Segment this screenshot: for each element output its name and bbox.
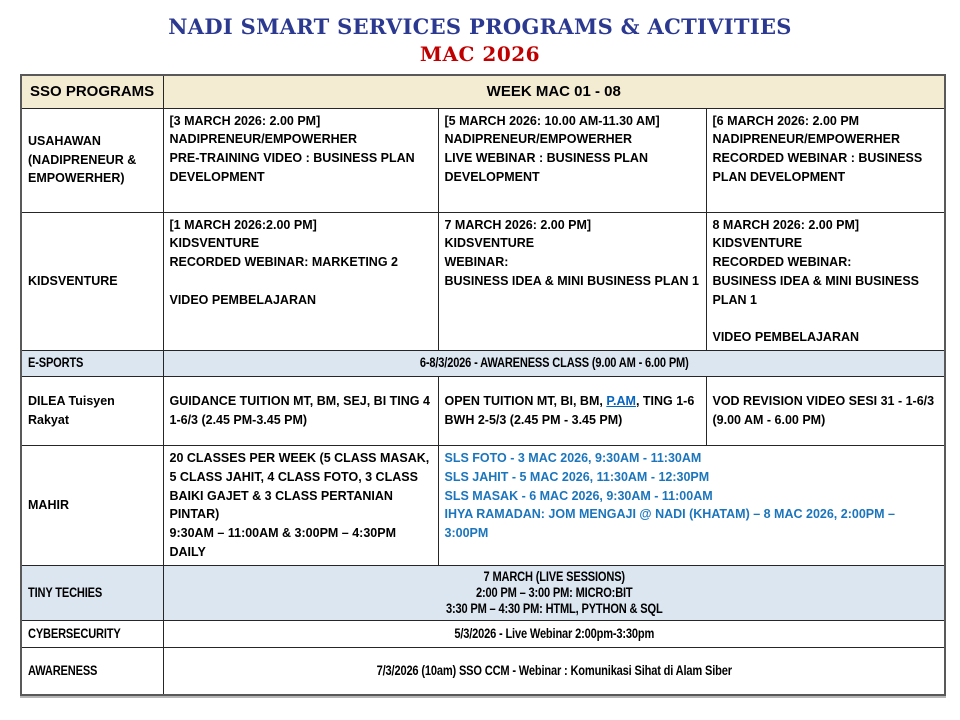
event-line: 7 MARCH 2026: 2.00 PM] (444, 217, 592, 232)
event-line: VIDEO PEMBELAJARAN (169, 292, 317, 307)
kidsventure-day3-cell (706, 212, 945, 351)
event-line: LIVE WEBINAR : BUSINESS PLAN DEVELOPMENT (444, 151, 648, 184)
row-dilea (21, 377, 945, 446)
event-line: NADIPRENEUR/EMPOWERHER (444, 132, 633, 147)
mahir-schedule-cell (163, 446, 438, 566)
programs-schedule-table (20, 74, 946, 696)
kidsventure-day1-cell (163, 212, 438, 351)
open-tuition-text: OPEN TUITION MT, BI, BM, (444, 394, 607, 409)
dilea-label: DILEA Tuisyen Rakyat (21, 377, 163, 446)
pam-link[interactable]: P.AM (606, 394, 636, 409)
tiny-techies-detail-cell (163, 565, 945, 621)
event-line: 2:00 PM – 3:00 PM: MICRO:BIT (475, 584, 633, 600)
usahawan-day1-cell (163, 108, 438, 212)
event-line: [1 MARCH 2026:2.00 PM] (169, 217, 317, 232)
page-subtitle-month: MAC 2026 (419, 42, 541, 66)
kidsventure-label: KIDSVENTURE (21, 212, 163, 351)
event-line: NADIPRENEUR/EMPOWERHER (712, 132, 901, 147)
tiny-techies-label (21, 565, 163, 621)
event-lines (239, 569, 869, 618)
sls-event-line: SLS FOTO - 3 MAC 2026, 9:30AM - 11:30AM (444, 451, 702, 465)
row-usahawan (21, 108, 945, 212)
event-line: WEBINAR: (444, 255, 509, 269)
cybersecurity-label (21, 621, 163, 648)
event-line: VOD REVISION VIDEO SESI 31 - 1-6/3 (9.00 AM - 6.00 PM) (712, 394, 935, 427)
event-line: 20 CLASSES PER WEEK (5 CLASS MASAK, 5 CLASS JAHIT, 4 CLASS FOTO, 3 CLASS BAIKI GAJET & 3 CLASS PERTANIAN PINTAR) (169, 451, 430, 522)
event-line: KIDSVENTURE (169, 236, 260, 251)
sls-event-line: SLS MASAK - 6 MAC 2026, 9:30AM - 11:00AM (444, 488, 713, 503)
row-kidsventure (21, 212, 945, 351)
event-line: 5/3/2026 - Live Webinar 2:00pm-3:30pm (453, 625, 654, 641)
dilea-day2-cell (438, 377, 706, 446)
mahir-label: MAHIR (21, 446, 163, 566)
row-label-text: AWARENESS (28, 662, 98, 678)
event-line: 7 MARCH (LIVE SESSIONS) (483, 568, 625, 584)
usahawan-day2-cell (438, 108, 706, 212)
header-sso-programs: SSO PROGRAMS (21, 75, 163, 108)
event-line: BUSINESS IDEA & MINI BUSINESS PLAN 1 (712, 273, 920, 307)
event-line: GUIDANCE TUITION MT, BM, SEJ, BI TING 4 1-6/3 (2.45 PM-3.45 PM) (169, 394, 430, 427)
header-week: WEEK MAC 01 - 08 (163, 75, 945, 108)
event-line: [6 MARCH 2026: 2.00 PM (712, 113, 860, 128)
sls-event-line: SLS JAHIT - 5 MAC 2026, 11:30AM - 12:30PM (444, 469, 710, 484)
row-label-text: E-SPORTS (28, 355, 84, 371)
page-header (0, 14, 960, 66)
event-line: 7/3/2026 (10am) SSO CCM - Webinar : Komunikasi Sihat di Alam Siber (376, 662, 732, 678)
event-line: 6-8/3/2026 - AWARENESS CLASS (9.00 AM - 6.00 PM) (419, 355, 689, 371)
page-title: NADI SMART SERVICES PROGRAMS & ACTIVITIES (168, 14, 792, 39)
event-line: 8 MARCH 2026: 2.00 PM] (712, 217, 860, 232)
dilea-day1-cell (163, 377, 438, 446)
usahawan-day3-cell (706, 108, 945, 212)
event-line: [3 MARCH 2026: 2.00 PM] (169, 113, 321, 128)
event-line: BUSINESS IDEA & MINI BUSINESS PLAN 1 (444, 273, 699, 288)
dilea-day3-cell (706, 377, 945, 446)
event-line: RECORDED WEBINAR : BUSINESS PLAN DEVELOPMENT (712, 151, 923, 184)
awareness-label (21, 648, 163, 695)
event-line (445, 392, 700, 430)
event-line: NADIPRENEUR/EMPOWERHER (169, 132, 358, 147)
row-label-text: TINY TECHIES (28, 584, 103, 600)
awareness-detail-cell (163, 648, 945, 695)
event-line: VIDEO PEMBELAJARAN (712, 330, 860, 345)
usahawan-label: USAHAWAN (NADIPRENEUR & EMPOWERHER) (21, 108, 163, 212)
esports-label (21, 351, 163, 377)
row-esports (21, 351, 945, 377)
table-header-row (21, 75, 945, 108)
esports-detail-cell (163, 351, 945, 377)
row-awareness (21, 648, 945, 695)
kidsventure-day2-cell (438, 212, 706, 351)
event-line: KIDSVENTURE (444, 236, 535, 251)
event-line: PRE-TRAINING VIDEO : BUSINESS PLAN DEVELOPMENT (169, 151, 415, 184)
row-tiny-techies (21, 565, 945, 621)
cybersecurity-detail-cell (163, 621, 945, 648)
mahir-sls-cell (438, 446, 945, 566)
event-line: 9:30AM – 11:00AM & 3:00PM – 4:30PM DAILY (169, 526, 396, 559)
event-line: [5 MARCH 2026: 10.00 AM-11.30 AM] (444, 113, 660, 128)
event-line: KIDSVENTURE (712, 236, 803, 251)
open-tuition-text: , TING 1-6 BWH 2-5/3 (2.45 PM - 3.45 PM) (444, 394, 695, 427)
row-cybersecurity (21, 621, 945, 648)
row-label-text: CYBERSECURITY (28, 625, 121, 641)
sls-event-line: IHYA RAMADAN: JOM MENGAJI @ NADI (KHATAM) – 8 MAC 2026, 2:00PM – 3:00PM (444, 507, 895, 540)
row-mahir (21, 446, 945, 566)
event-line: RECORDED WEBINAR: MARKETING 2 (169, 255, 398, 269)
event-line: RECORDED WEBINAR: (712, 255, 852, 269)
event-line: 3:30 PM – 4:30 PM: HTML, PYTHON & SQL (445, 600, 663, 616)
